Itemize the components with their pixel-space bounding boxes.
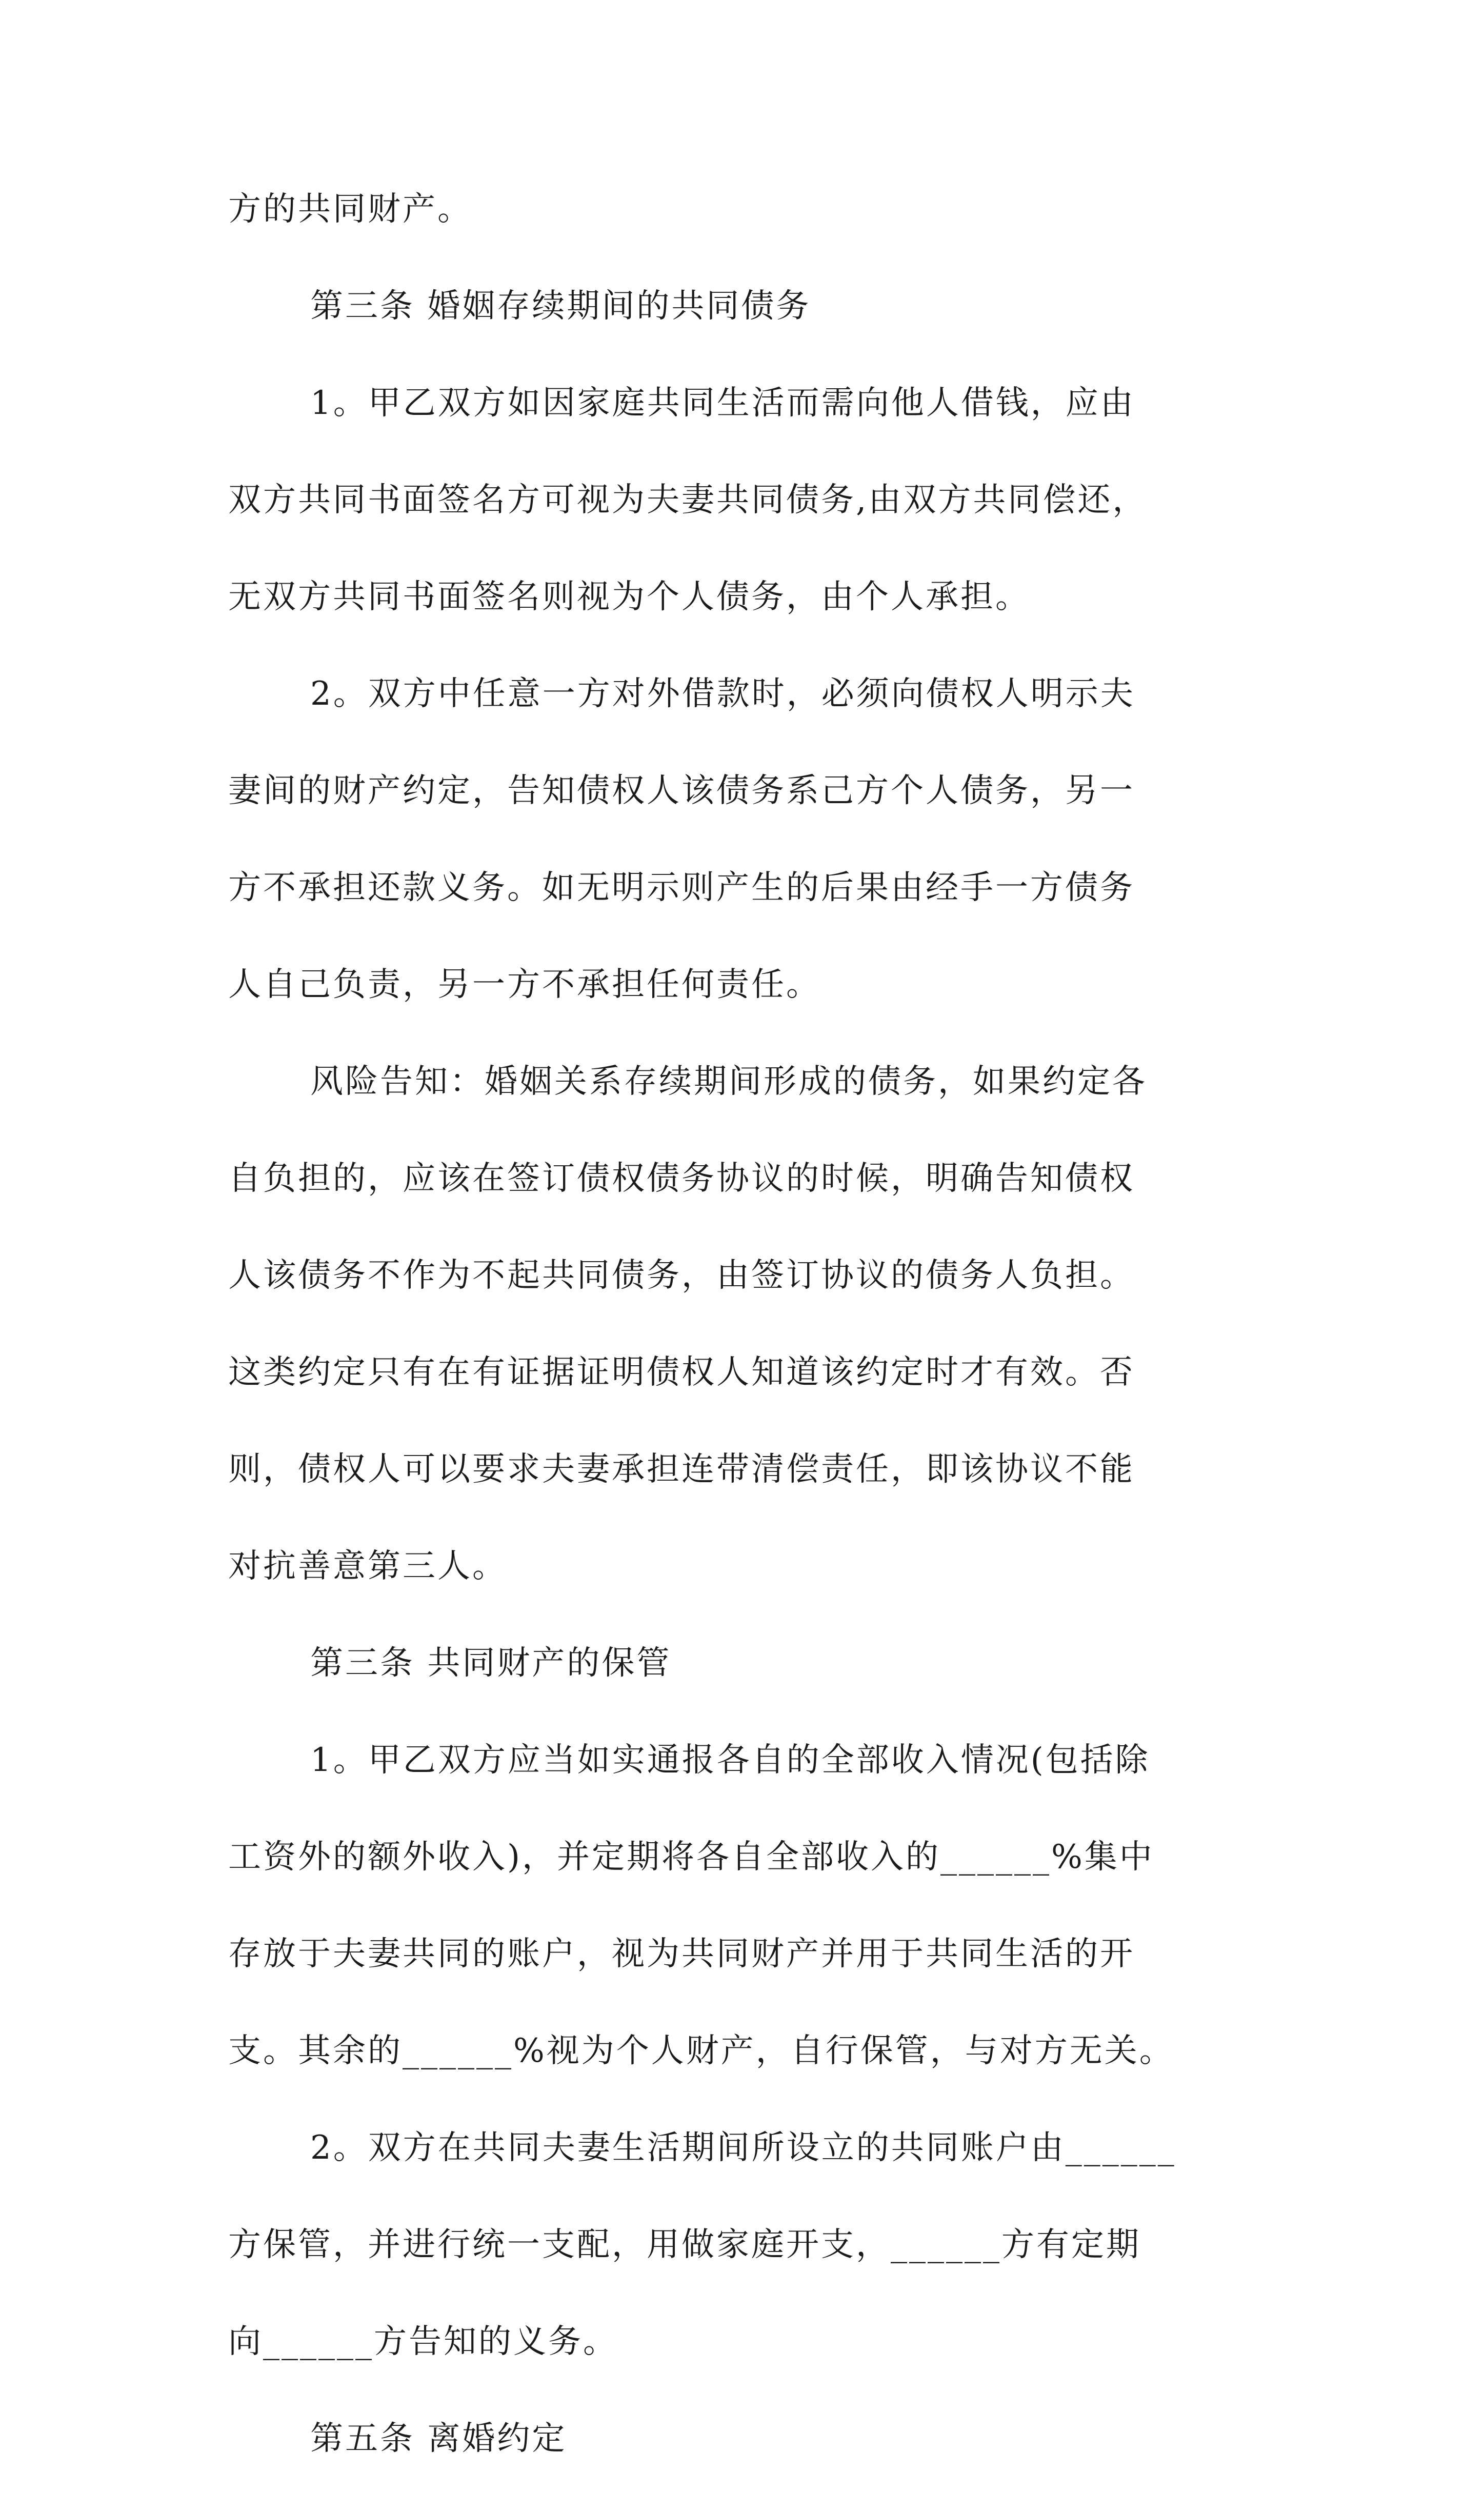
risk-notice-line: 风险告知：婚姻关系存续期间形成的债务，如果约定各 (310, 1063, 1147, 1101)
text-line: 人自己负责，另一方不承担任何责任。 (228, 966, 821, 1004)
text-line: 1。甲乙双方如因家庭共同生活而需向他人借钱，应由 (310, 384, 1135, 422)
text-line: 自负担的，应该在签订债权债务协议的时候，明确告知债权 (228, 1160, 1135, 1198)
text-line: 妻间的财产约定，告知债权人该债务系己方个人债务，另一 (228, 772, 1135, 810)
text-line: 无双方共同书面签名则视为个人债务，由个人承担。 (228, 578, 1030, 616)
document-body (228, 185, 1264, 2511)
text-line: 人该债务不作为不起共同债务，由签订协议的债务人负担。 (228, 1257, 1135, 1294)
section-heading: 第三条 婚姻存续期间的共同债务 (310, 287, 811, 325)
text-line: 2。双方在共同夫妻生活期间所设立的共同账户由______ (310, 2129, 1176, 2167)
text-line: 1。甲乙双方应当如实通报各自的全部收入情况(包括除 (310, 1741, 1150, 1779)
section-heading: 第五条 离婚约定 (310, 2420, 567, 2458)
text-line: 双方共同书面签名方可视为夫妻共同债务,由双方共同偿还， (228, 481, 1148, 519)
text-line: 对抗善意第三人。 (228, 1547, 507, 1585)
text-line: 方不承担还款义务。如无明示则产生的后果由经手一方债务 (228, 869, 1135, 907)
text-line: 向______方告知的义务。 (228, 2323, 618, 2361)
text-line: 则，债权人可以要求夫妻承担连带清偿责任，即该协议不能 (228, 1450, 1135, 1488)
text-line: 方的共同财产。 (228, 190, 472, 228)
section-heading: 第三条 共同财产的保管 (310, 1644, 672, 1682)
text-line: 支。其余的______%视为个人财产，自行保管，与对方无关。 (228, 2032, 1174, 2070)
text-line: 方保管，并进行统一支配，用做家庭开支，______方有定期 (228, 2226, 1141, 2264)
text-line: 这类约定只有在有证据证明债权人知道该约定时才有效。否 (228, 1353, 1135, 1391)
text-line: 2。双方中任意一方对外借款时，必须向债权人明示夫 (310, 675, 1135, 713)
text-line: 工资外的额外收入)，并定期将各自全部收入的______%集中 (228, 1838, 1154, 1876)
text-line: 存放于夫妻共同的账户，视为共同财产并用于共同生活的开 (228, 1935, 1135, 1973)
